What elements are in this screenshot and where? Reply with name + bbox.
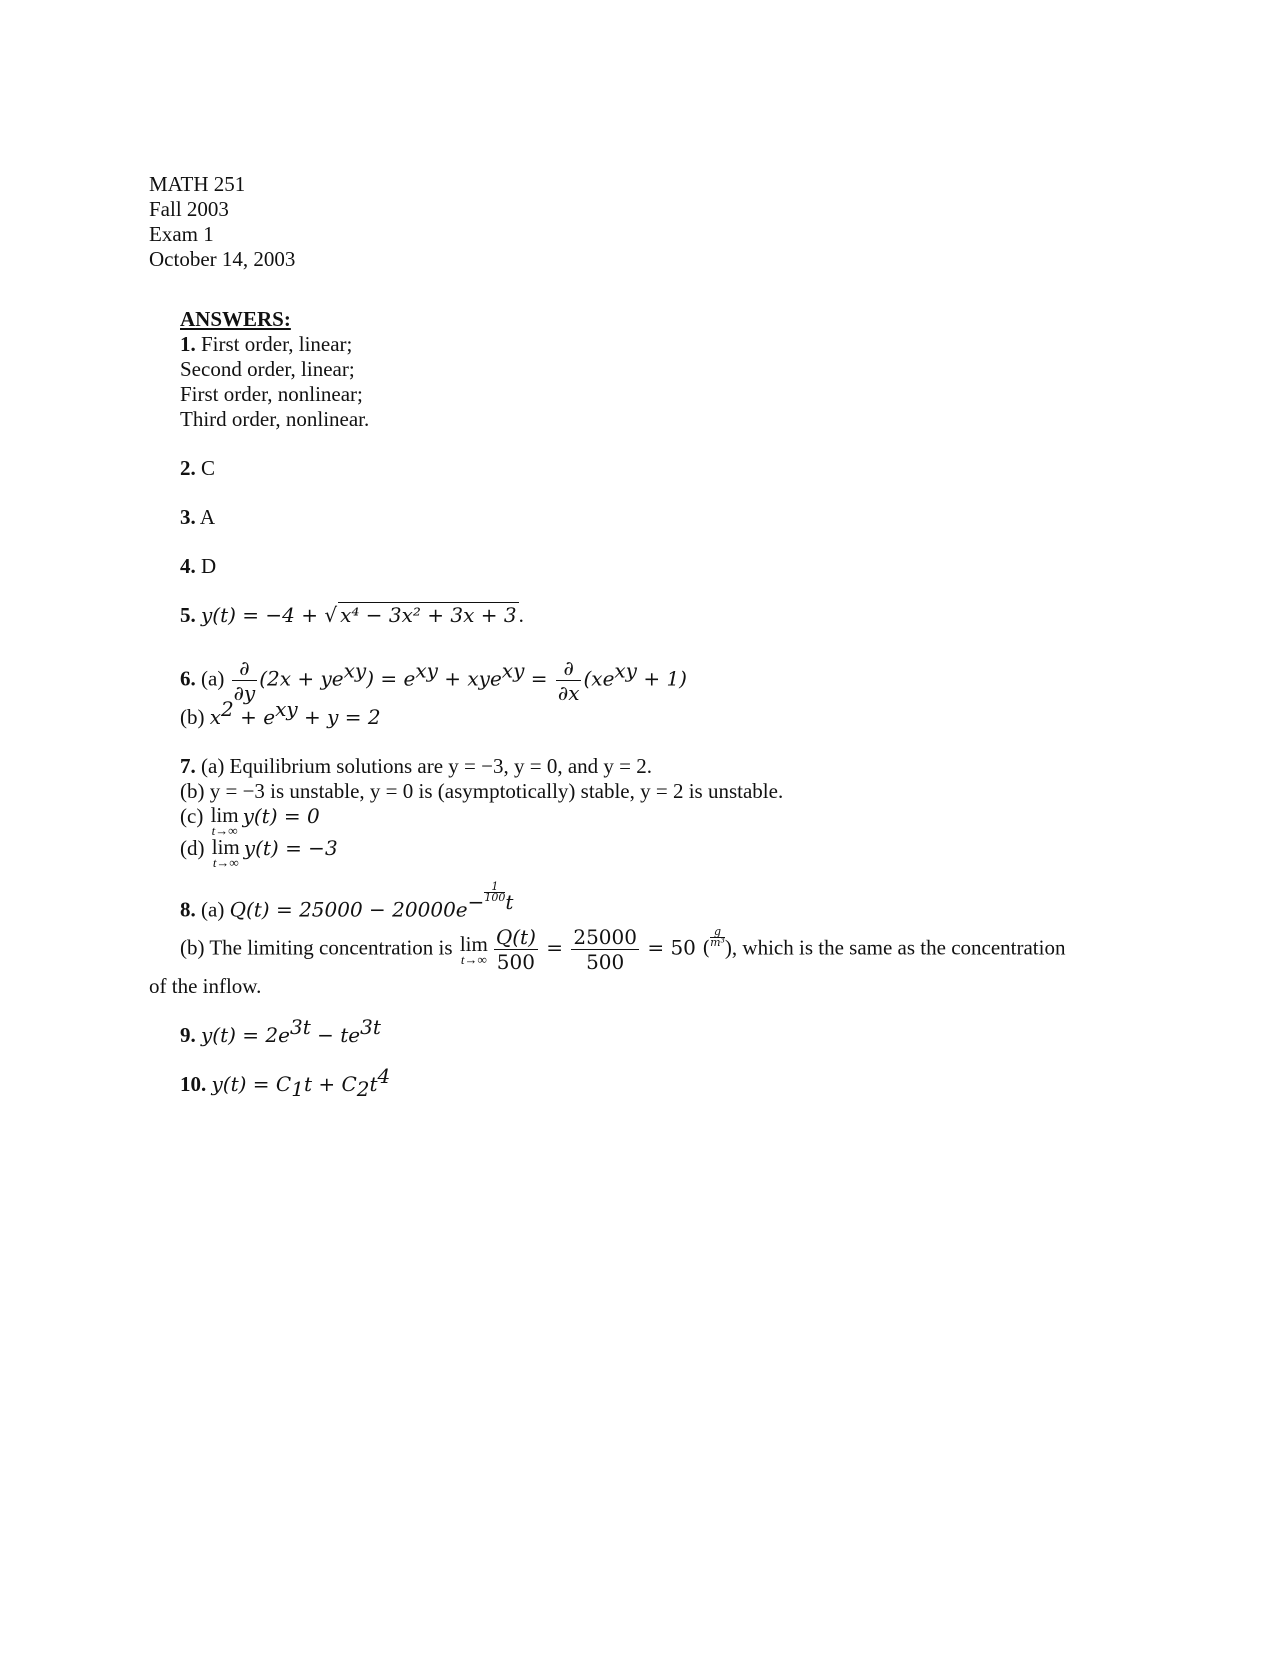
answer-6a-exp-4: xy: [614, 658, 637, 683]
answer-5-period: .: [518, 603, 524, 627]
answer-6a-term-3: + xye: [437, 666, 502, 691]
answer-8a-label: (a): [201, 897, 225, 922]
answer-7c-expr: y(t) = 0: [242, 804, 320, 828]
answer-6-number: 6.: [180, 666, 196, 691]
answer-8-number: 8.: [180, 897, 196, 922]
answer-5-lhs: y(t) = −4 +: [201, 603, 325, 627]
answer-6a-end: + 1): [636, 666, 687, 691]
answer-8b-value: = 50 (: [640, 934, 711, 959]
answer-3-number: 3.: [180, 505, 196, 529]
answer-6a-equals: =: [524, 666, 554, 691]
exam-header: [149, 172, 295, 272]
answer-8b: [180, 925, 1140, 974]
answer-8a-exponent: − 1 100 t: [467, 880, 514, 914]
answer-1-line-4: Third order, nonlinear.: [180, 407, 370, 431]
answer-1-number: 1.: [180, 332, 196, 356]
answer-7a: [180, 754, 1140, 779]
answer-10-sub-2: 2: [356, 1076, 370, 1101]
answer-6a-term-2: ) = e: [366, 666, 416, 691]
q-over-500-fraction: $\frac{Q(t)}{500}$: [495, 924, 536, 974]
answer-9-term-1: y(t) = 2e: [201, 1022, 290, 1047]
answer-10-number: 10.: [180, 1071, 207, 1096]
answer-6b-sup: 2: [221, 697, 234, 721]
answer-1-line-3: First order, nonlinear;: [180, 382, 363, 406]
answer-1-line-1: First order, linear;: [201, 332, 353, 356]
answer-4: [180, 554, 1140, 579]
answer-9-number: 9.: [180, 1022, 196, 1047]
limit-operator: lim t→∞: [210, 803, 239, 838]
answer-2-number: 2.: [180, 456, 196, 480]
answer-5-number: 5.: [180, 603, 196, 627]
answer-10-sup: 4: [377, 1063, 391, 1088]
answer-8b-tail: ), which is the same as the concentration: [724, 934, 1066, 959]
answer-7d-label: (d): [180, 836, 205, 860]
answer-6a-term-1: (2x + ye: [259, 666, 344, 691]
answer-1: [180, 332, 1140, 357]
course-name: MATH 251: [149, 172, 246, 196]
answer-9-exp-1: 3t: [289, 1014, 311, 1039]
answer-2: [180, 456, 1140, 481]
answer-6b-term: + e: [233, 705, 276, 729]
answer-8b-equals: =: [539, 934, 570, 959]
answer-6a-exp-1: xy: [343, 658, 367, 683]
limit-operator: lim t→∞: [459, 932, 488, 968]
answer-6b-x: x: [209, 705, 222, 729]
sqrt-symbol: √: [324, 603, 338, 627]
answer-6a: [180, 656, 1140, 705]
answer-10-term-1: y(t) = C: [211, 1071, 292, 1096]
answer-10-term-3: t: [369, 1071, 378, 1096]
answer-6b-end: + y = 2: [297, 705, 381, 729]
answer-6a-term-4: (xe: [583, 666, 615, 691]
answer-7c: [180, 804, 1140, 836]
answer-10-term-2: t + C: [303, 1071, 357, 1096]
partial-y-fraction: $\frac{\partial}{\partial y}$: [233, 656, 256, 705]
answer-3: [180, 505, 1140, 530]
answer-10-sub-1: 1: [291, 1076, 304, 1101]
answer-7a-text: (a) Equilibrium solutions are y = −3, y = 0, and y = 2.: [201, 754, 652, 778]
answer-5-radicand: x⁴ − 3x² + 3x + 3: [340, 603, 517, 627]
answer-4-number: 4.: [180, 554, 196, 578]
answer-6a-exp-3: xy: [501, 658, 525, 683]
answer-7d: [180, 836, 1140, 868]
answer-9-exp-2: 3t: [360, 1014, 381, 1039]
unit-fraction: $\frac{g}{\text{m³}}$: [710, 924, 725, 949]
answer-7-number: 7.: [180, 754, 196, 778]
answer-7c-label: (c): [180, 804, 204, 828]
limit-operator: lim t→∞: [211, 835, 240, 870]
answer-6b-label: (b): [180, 705, 205, 729]
answer-1-line-2: Second order, linear;: [180, 357, 355, 381]
answer-6a-exp-2: xy: [415, 658, 438, 683]
answer-2-text: C: [201, 456, 216, 480]
answer-10: [180, 1063, 1140, 1101]
answer-6b-exp: xy: [275, 697, 298, 721]
answer-8a: [180, 882, 1140, 923]
term: Fall 2003: [149, 197, 229, 221]
answer-5: [180, 603, 1140, 628]
answers-title: ANSWERS:: [180, 307, 291, 331]
answer-6b: [180, 697, 1140, 730]
partial-x-fraction: $\frac{\partial}{\partial x}$: [557, 656, 580, 705]
answer-8b-text: (b) The limiting concentration is: [180, 934, 453, 959]
answer-4-text: D: [201, 554, 217, 578]
answer-8b-line-2: of the inflow.: [149, 973, 262, 998]
25000-over-500-fraction: $\frac{25000}{500}$: [573, 924, 637, 974]
answer-9-term-2: − te: [310, 1022, 361, 1047]
answer-3-text: A: [199, 505, 216, 529]
answer-7b: (b) y = −3 is unstable, y = 0 is (asymptotically) stable, y = 2 is unstable.: [180, 779, 784, 803]
answer-7d-expr: y(t) = −3: [243, 836, 338, 860]
exam-date: October 14, 2003: [149, 247, 296, 271]
answers-section: [149, 307, 1140, 1101]
answer-9: [180, 1014, 1140, 1048]
answer-6a-label: (a): [201, 666, 225, 691]
answer-8a-expr: Q(t) = 25000 − 20000e: [229, 897, 468, 922]
exam-title: Exam 1: [149, 222, 214, 246]
